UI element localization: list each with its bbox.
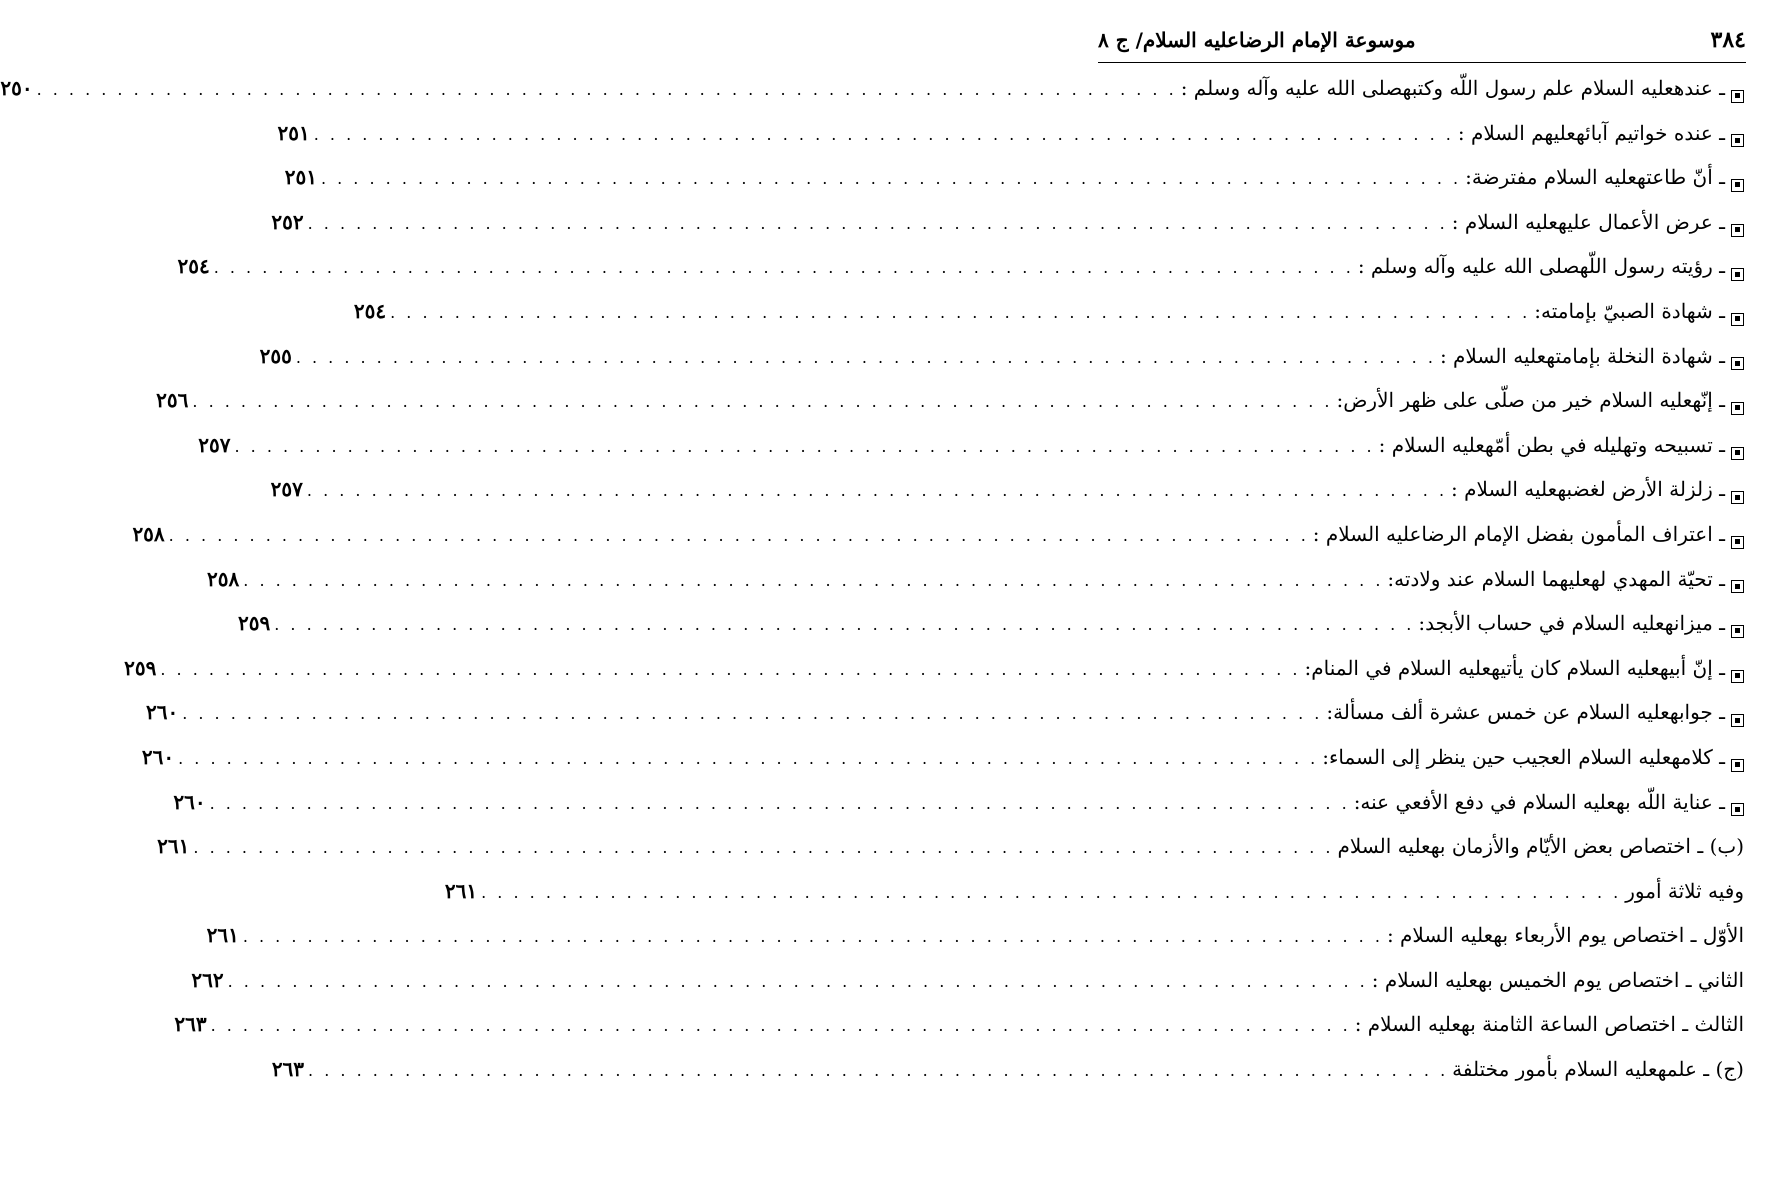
square-bullet-icon — [1731, 402, 1744, 415]
leader-dots: . . . . . . . . . . . . . . . . . . . . . . . . . . . . . . . . . . . . . . . . . . . . . . . . . . . . . . . . . . . . . . . . . . . . . . . — [481, 882, 1622, 902]
leader-dots: . . . . . . . . . . . . . . . . . . . . . . . . . . . . . . . . . . . . . . . . . . . . . . . . . . . . . . . . . . . . . . . . . . . . . . . — [168, 525, 1309, 545]
toc-entry-page: ٢٦٣ — [174, 1012, 207, 1037]
toc-entry-title: ـ تحيّة المهدي لهعليهما السلام عند ولادته: — [1387, 566, 1725, 591]
toc-entry — [132, 521, 1744, 567]
page-number: ٣٨٤ — [1710, 27, 1746, 53]
leader-dots: . . . . . . . . . . . . . . . . . . . . . . . . . . . . . . . . . . . . . . . . . . . . . . . . . . . . . . . . . . . . . . . . . . . . . . . — [234, 436, 1375, 456]
toc-entry-page: ٢٥١ — [277, 120, 310, 145]
toc-entry — [353, 298, 1744, 344]
toc-entry-title: ـ رؤيته رسول اللّهصلى الله عليه وآله وسلم : — [1357, 254, 1725, 279]
toc-entry-title: (ب) ـ اختصاص بعض الأيّام والأزمان بهعليه السلام — [1337, 834, 1744, 859]
toc-entry — [174, 1012, 1744, 1057]
toc-entry-page: ٢٦٠ — [173, 789, 206, 814]
toc-entry-page: ٢٥٨ — [132, 521, 165, 546]
toc-entry-title: ـ عرض الأعمال عليهعليه السلام : — [1451, 209, 1725, 234]
toc-entry — [271, 209, 1744, 255]
toc-entry-page: ٢٦١ — [157, 834, 190, 859]
page-header — [1098, 18, 1746, 63]
toc-list — [0, 76, 1744, 1102]
leader-dots: . . . . . . . . . . . . . . . . . . . . . . . . . . . . . . . . . . . . . . . . . . . . . . . . . . . . . . . . . . . . . . . . . . . . . . . — [306, 481, 1448, 501]
leader-dots: . . . . . . . . . . . . . . . . . . . . . . . . . . . . . . . . . . . . . . . . . . . . . . . . . . . . . . . . . . . . . . . . . . . . . . . — [313, 124, 1454, 144]
toc-entry — [271, 1057, 1744, 1102]
leader-dots: . . . . . . . . . . . . . . . . . . . . . . . . . . . . . . . . . . . . . . . . . . . . . . . . . . . . . . . . . . . . . . . . . . . . . . . — [308, 1061, 1449, 1081]
square-bullet-icon — [1731, 759, 1744, 772]
toc-entry — [191, 967, 1744, 1013]
toc-entry-title: ـ زلزلة الأرض لغضبهعليه السلام : — [1451, 477, 1725, 502]
toc-entry — [284, 165, 1744, 210]
toc-entry-title: ـ إنّ أبيهعليه السلام كان يأتيهعليه السلام في المنام: — [1304, 655, 1725, 680]
toc-entry-title: ـ إنّهعليه السلام خير من صلّى على ظهر الأرض: — [1336, 388, 1725, 413]
leader-dots: . . . . . . . . . . . . . . . . . . . . . . . . . . . . . . . . . . . . . . . . . . . . . . . . . . . . . . . . . . . . . . . . . . . . . . . — [320, 169, 1462, 189]
square-bullet-icon — [1731, 447, 1744, 460]
toc-entry-page: ٢٦٠ — [145, 700, 179, 725]
leader-dots: . . . . . . . . . . . . . . . . . . . . . . . . . . . . . . . . . . . . . . . . . . . . . . . . . . . . . . . . . . . . . . . . . . . . . . . — [213, 258, 1354, 278]
square-bullet-icon — [1731, 224, 1744, 237]
toc-entry — [277, 120, 1744, 166]
toc-entry — [198, 432, 1744, 478]
leader-dots: . . . . . . . . . . . . . . . . . . . . . . . . . . . . . . . . . . . . . . . . . . . . . . . . . . . . . . . . . . . . . . . . . . . . . . . — [390, 302, 1531, 322]
square-bullet-icon — [1731, 714, 1744, 727]
toc-entry-title: ـ جوابهعليه السلام عن خمس عشرة ألف مسألة: — [1326, 700, 1725, 725]
leader-dots: . . . . . . . . . . . . . . . . . . . . . . . . . . . . . . . . . . . . . . . . . . . . . . . . . . . . . . . . . . . . . . . . . . . . . . . — [210, 1016, 1351, 1036]
square-bullet-icon — [1731, 357, 1744, 370]
leader-dots: . . . . . . . . . . . . . . . . . . . . . . . . . . . . . . . . . . . . . . . . . . . . . . . . . . . . . . . . . . . . . . . . . . . . . . . — [227, 971, 1368, 991]
toc-entry — [124, 655, 1744, 701]
toc-entry-title: ـ كلامهعليه السلام العجيب حين ينظر إلى السماء: — [1322, 744, 1725, 769]
leader-dots: . . . . . . . . . . . . . . . . . . . . . . . . . . . . . . . . . . . . . . . . . . . . . . . . . . . . . . . . . . . . . . . . . . . . . . . — [242, 927, 1383, 947]
toc-entry-page: ٢٦١ — [206, 923, 239, 948]
toc-entry — [270, 477, 1744, 522]
toc-entry-title: ـ عندهعليه السلام علم رسول اللّه وكتبهصلى الله عليه وآله وسلم : — [1180, 76, 1725, 100]
leader-dots: . . . . . . . . . . . . . . . . . . . . . . . . . . . . . . . . . . . . . . . . . . . . . . . . . . . . . . . . . . . . . . . . . . . . . . . — [295, 347, 1436, 367]
square-bullet-icon — [1731, 134, 1744, 147]
toc-entry-page: ٢٦٢ — [191, 967, 224, 992]
toc-entry-page: ٢٥٩ — [238, 611, 271, 636]
toc-entry-title: ـ اعتراف المأمون بفضل الإمام الرضاعليه السلام : — [1312, 521, 1725, 546]
square-bullet-icon — [1731, 90, 1744, 103]
leader-dots: . . . . . . . . . . . . . . . . . . . . . . . . . . . . . . . . . . . . . . . . . . . . . . . . . . . . . . . . . . . . . . . . . . . . . . . — [193, 838, 1334, 858]
toc-entry-page: ٢٦١ — [444, 878, 478, 903]
square-bullet-icon — [1731, 536, 1744, 549]
toc-entry-page: ٢٥١ — [284, 165, 317, 190]
square-bullet-icon — [1731, 313, 1744, 326]
toc-entry-title: ـ شهادة الصبيّ بإمامته: — [1534, 298, 1725, 323]
square-bullet-icon — [1731, 491, 1744, 504]
toc-entry-title: ـ أنّ طاعتهعليه السلام مفترضة: — [1465, 165, 1725, 190]
square-bullet-icon — [1731, 670, 1744, 683]
toc-entry-page: ٢٥٧ — [270, 477, 303, 502]
toc-entry-page: ٢٦٣ — [271, 1057, 305, 1082]
toc-entry — [0, 76, 1744, 121]
toc-entry-title: الثاني ـ اختصاص يوم الخميس بهعليه السلام : — [1371, 967, 1744, 992]
toc-entry — [173, 789, 1744, 835]
square-bullet-icon — [1731, 803, 1744, 816]
toc-entry — [157, 834, 1744, 879]
leader-dots: . . . . . . . . . . . . . . . . . . . . . . . . . . . . . . . . . . . . . . . . . . . . . . . . . . . . . . . . . . . . . . . . . . . . . . . — [192, 392, 1333, 412]
toc-entry-title: ـ عنده خواتيم آبائهعليهم السلام : — [1457, 120, 1725, 145]
toc-entry — [145, 700, 1744, 745]
toc-entry — [259, 343, 1744, 389]
square-bullet-icon — [1731, 268, 1744, 281]
book-title: موسوعة الإمام الرضاعليه السلام/ ج ٨ — [1098, 28, 1416, 52]
toc-entry-title: وفيه ثلاثة أمور — [1625, 878, 1744, 903]
toc-entry-title: ـ عناية اللّه بهعليه السلام في دفع الأفعي عنه: — [1353, 789, 1725, 814]
leader-dots: . . . . . . . . . . . . . . . . . . . . . . . . . . . . . . . . . . . . . . . . . . . . . . . . . . . . . . . . . . . . . . . . . . . . . . . — [274, 615, 1415, 635]
leader-dots: . . . . . . . . . . . . . . . . . . . . . . . . . . . . . . . . . . . . . . . . . . . . . . . . . . . . . . . . . . . . . . . . . . . . . . . — [209, 793, 1350, 813]
toc-entry-page: ٢٥٨ — [207, 566, 240, 591]
leader-dots: . . . . . . . . . . . . . . . . . . . . . . . . . . . . . . . . . . . . . . . . . . . . . . . . . . . . . . . . . . . . . . . . . . . . . . . — [182, 704, 1323, 724]
leader-dots: . . . . . . . . . . . . . . . . . . . . . . . . . . . . . . . . . . . . . . . . . . . . . . . . . . . . . . . . . . . . . . . . . . . . . . . — [243, 570, 1384, 590]
toc-entry-title: ـ ميزانهعليه السلام في حساب الأبجد: — [1418, 611, 1725, 636]
toc-entry-page: ٢٥٢ — [271, 209, 304, 234]
toc-entry-page: ٢٥٩ — [124, 655, 157, 680]
square-bullet-icon — [1731, 179, 1744, 192]
toc-entry-title: ـ تسبيحه وتهليله في بطن أمّهعليه السلام : — [1378, 432, 1725, 457]
toc-entry-page: ٢٥٥ — [259, 343, 292, 368]
toc-entry-title: ـ شهادة النخلة بإمامتهعليه السلام : — [1439, 343, 1725, 368]
toc-entry — [444, 878, 1744, 924]
leader-dots: . . . . . . . . . . . . . . . . . . . . . . . . . . . . . . . . . . . . . . . . . . . . . . . . . . . . . . . . . . . . . . . . . . . . . . . — [307, 213, 1448, 233]
toc-entry-page: ٢٥٤ — [353, 298, 387, 323]
toc-entry-title: الأوّل ـ اختصاص يوم الأربعاء بهعليه السلام : — [1386, 923, 1744, 948]
toc-entry — [141, 744, 1744, 790]
toc-entry — [206, 923, 1744, 968]
toc-entry-title: (ج) ـ علمهعليه السلام بأمور مختلفة — [1452, 1057, 1744, 1082]
toc-entry-page: ٢٥٧ — [198, 432, 231, 457]
leader-dots: . . . . . . . . . . . . . . . . . . . . . . . . . . . . . . . . . . . . . . . . . . . . . . . . . . . . . . . . . . . . . . . . . . . . . . . — [36, 80, 1177, 99]
toc-entry — [156, 388, 1744, 433]
square-bullet-icon — [1731, 580, 1744, 593]
toc-entry — [177, 254, 1744, 299]
toc-entry-page: ٢٥٠ — [0, 76, 33, 100]
square-bullet-icon — [1731, 625, 1744, 638]
leader-dots: . . . . . . . . . . . . . . . . . . . . . . . . . . . . . . . . . . . . . . . . . . . . . . . . . . . . . . . . . . . . . . . . . . . . . . . — [178, 748, 1319, 768]
toc-entry-page: ٢٥٦ — [156, 388, 189, 413]
toc-entry-title: الثالث ـ اختصاص الساعة الثامنة بهعليه السلام : — [1354, 1012, 1744, 1037]
toc-entry — [207, 566, 1744, 612]
toc-entry-page: ٢٦٠ — [141, 744, 175, 769]
leader-dots: . . . . . . . . . . . . . . . . . . . . . . . . . . . . . . . . . . . . . . . . . . . . . . . . . . . . . . . . . . . . . . . . . . . . . . . — [160, 659, 1301, 679]
toc-entry — [238, 611, 1744, 656]
toc-entry-page: ٢٥٤ — [177, 254, 210, 279]
